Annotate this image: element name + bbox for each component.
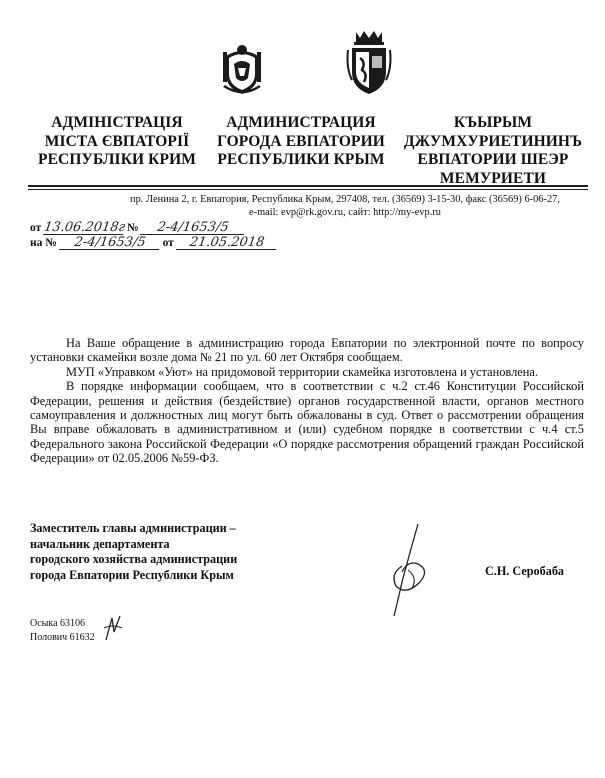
outgoing-number: 2-4/1653/5 xyxy=(140,221,246,235)
outgoing-date: 13.06.2018г xyxy=(43,220,127,235)
signatory-name: С.Н. Серобаба xyxy=(485,564,565,578)
outgoing-reference: от 13.06.2018г № 2-4/1653/5 xyxy=(30,221,245,235)
incoming-number: 2-4/1653/5 xyxy=(59,236,161,250)
paragraph: МУП «Управком «Уют» на придомовой территории скамейка изготовлена и установлена. xyxy=(66,364,538,379)
paragraph: В порядке информации сообщаем, что в соответствии с ч.2 ст.46 Конституции Российской Федерации, решения и действия (бездействие) органов государственной власти, органов местного самоуправления и должностных лиц могут быть обжалованы в суд. Ответ о рассмотрении обращения Вы вправе обжаловать в административном и (или) судебном порядке в соответствии с ч.4 ст.5 Федерального закона Российской Федерации «О порядке рассмотрения обращений граждан Российской Федерации» от 02.05.2006 №59-ФЗ. xyxy=(30,379,584,466)
crimea-coat-of-arms-icon xyxy=(220,38,264,96)
header-divider-thin xyxy=(28,189,588,190)
header-divider xyxy=(28,185,588,187)
handwritten-signature xyxy=(388,522,434,618)
header-crimean-tatar: КЪЫРЫМ ДЖУМХУРИЕТИНИНЪ ЕВПАТОРИИ ШЕЭР МЕМУРИЕТИ xyxy=(403,114,583,187)
letter-body xyxy=(30,336,584,466)
signatory-position: Заместитель главы администрации – начальник департамента городского хозяйства администрации города Евпатории Республики Крым xyxy=(30,521,238,582)
header-russian: АДМИНИСТРАЦИЯ ГОРОДА ЕВПАТОРИИ РЕСПУБЛИКИ КРЫМ xyxy=(217,114,385,168)
header-ukrainian: АДМІНІСТРАЦІЯ МІСТА ЄВПАТОРІЇ РЕСПУБЛІКИ КРИМ xyxy=(38,114,196,168)
incoming-reference: на № 2-4/1653/5 от 21.05.2018 xyxy=(30,236,277,250)
incoming-date: 21.05.2018 xyxy=(176,236,278,250)
executors: Осыка 63106 Полович 61632 xyxy=(30,618,95,643)
paragraph: На Ваше обращение в администрацию города Евпатории по электронной почте по вопросу установки скамейки возле дома № 21 по ул. 60 лет Октября сообщаем. xyxy=(30,336,584,365)
contact-info: пр. Ленина 2, г. Евпатория, Республика Крым, 297408, тел. (36569) 3-15-30, факс (36569) 6-06-27, e-mail: evp@rk.gov.ru, сайт: http://my-evp.ru xyxy=(130,194,560,218)
initials-mark xyxy=(102,614,124,642)
evpatoria-coat-of-arms-icon xyxy=(344,28,394,96)
